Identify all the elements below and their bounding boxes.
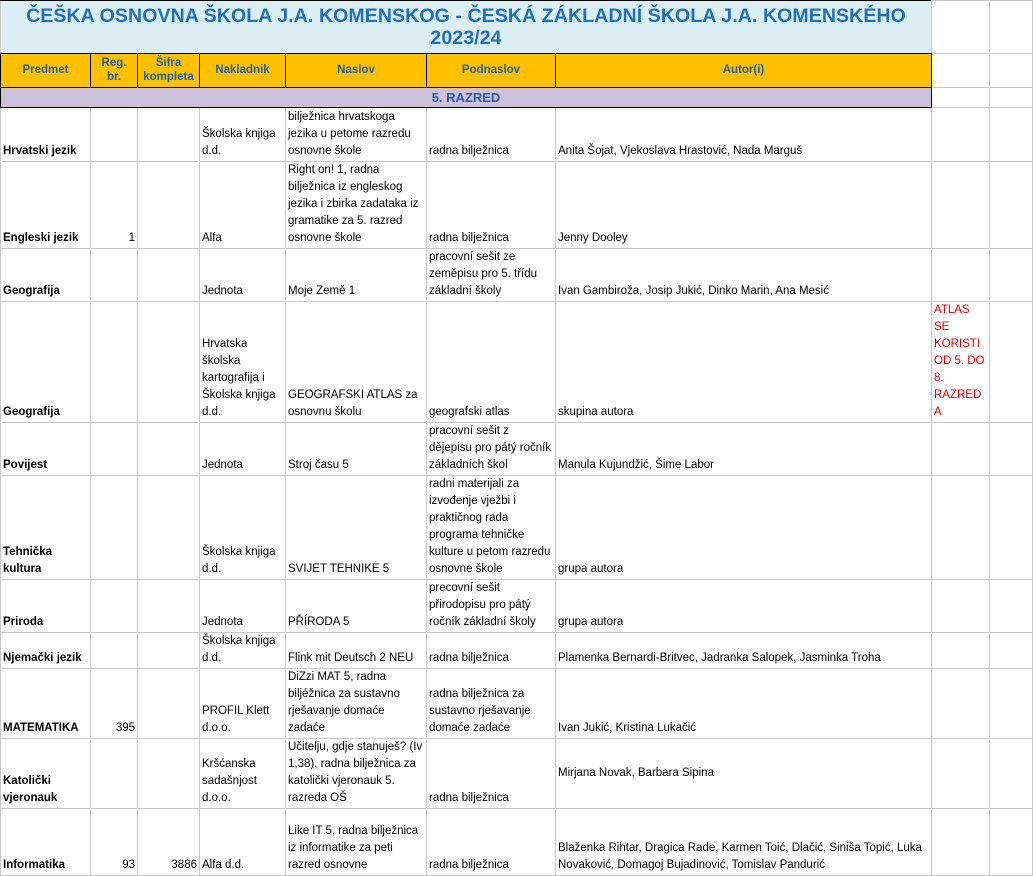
table-row xyxy=(1,476,1033,580)
grade-label[interactable]: 5. RAZRED xyxy=(1,88,932,108)
cell-reg-br[interactable] xyxy=(91,739,138,809)
cell-reg-br[interactable] xyxy=(91,633,138,669)
cell-nakladnik[interactable]: Školska knjiga d.d. xyxy=(200,633,286,669)
cell-nakladnik[interactable]: Alfa d.d. xyxy=(200,809,286,876)
cell-autori[interactable]: Ivan Gambiroža, Josip Jukić, Dinko Marin, Ana Mesić xyxy=(556,249,932,302)
empty-cell[interactable] xyxy=(990,423,1033,476)
empty-cell[interactable] xyxy=(990,88,1033,108)
table-row xyxy=(1,809,1033,876)
cell-sifra[interactable] xyxy=(138,249,200,302)
table-row xyxy=(1,739,1033,809)
empty-cell[interactable] xyxy=(990,669,1033,739)
cell-nakladnik[interactable]: Jednota xyxy=(200,580,286,633)
cell-note[interactable] xyxy=(932,669,990,739)
cell-autori[interactable]: grupa autora xyxy=(556,476,932,580)
cell-naslov[interactable]: GEOGRAFSKI ATLAS za osnovnu školu xyxy=(286,302,427,423)
table-row xyxy=(1,633,1033,669)
cell-autori[interactable]: Blaženka Rihtar, Dragica Rade, Karmen Toić, Dlačić, Siniša Topić, Luka Novaković, Domagoj Bujadinović, Tomislav Pandurić xyxy=(556,809,932,876)
empty-cell[interactable] xyxy=(990,739,1033,809)
cell-autori[interactable]: Plamenka Bernardi-Britvec, Jadranka Salopek, Jasminka Troha xyxy=(556,633,932,669)
cell-sifra[interactable] xyxy=(138,423,200,476)
header-podnaslov[interactable]: Podnaslov xyxy=(427,54,556,88)
cell-reg-br[interactable] xyxy=(91,249,138,302)
header-naslov[interactable]: Naslov xyxy=(286,54,427,88)
cell-naslov[interactable]: SVIJET TEHNIKE 5 xyxy=(286,476,427,580)
header-nakladnik[interactable]: Nakladnik xyxy=(200,54,286,88)
cell-sifra[interactable] xyxy=(138,739,200,809)
table-row xyxy=(1,423,1033,476)
cell-naslov[interactable]: Flink mit Deutsch 2 NEU xyxy=(286,633,427,669)
table-row xyxy=(1,162,1033,249)
cell-predmet[interactable]: Hrvatski jezik xyxy=(1,108,91,162)
cell-podnaslov[interactable]: radna bilježnica za sustavno rješavanje domaće zadaće xyxy=(427,669,556,739)
cell-sifra[interactable] xyxy=(138,162,200,249)
cell-nakladnik[interactable]: Školska knjiga d.d. xyxy=(200,108,286,162)
header-predmet[interactable]: Predmet xyxy=(1,54,91,88)
empty-cell[interactable] xyxy=(990,162,1033,249)
cell-note[interactable] xyxy=(932,423,990,476)
cell-autori[interactable]: Manula Kujundžić, Šime Labor xyxy=(556,423,932,476)
cell-sifra[interactable] xyxy=(138,302,200,423)
page-title[interactable]: ČEŠKA OSNOVNA ŠKOLA J.A. KOMENSKOG - ČESKÁ ZÁKLADNÍ ŠKOLA J.A. KOMENSKÉHO 2023/24 xyxy=(1,1,932,54)
cell-note[interactable] xyxy=(932,476,990,580)
table-row xyxy=(1,580,1033,633)
cell-predmet[interactable]: Engleski jezik xyxy=(1,162,91,249)
cell-note[interactable] xyxy=(932,739,990,809)
cell-sifra[interactable] xyxy=(138,108,200,162)
empty-cell[interactable] xyxy=(990,809,1033,876)
cell-naslov[interactable]: Like IT 5, radna bilježnica iz informatike za peti razred osnovne xyxy=(286,809,427,876)
cell-podnaslov[interactable]: pracovní sešit z dějepisu pro pátý ročník základních škol xyxy=(427,423,556,476)
cell-predmet[interactable]: Geografija xyxy=(1,302,91,423)
empty-cell[interactable] xyxy=(990,1,1033,54)
cell-reg-br[interactable] xyxy=(91,476,138,580)
cell-sifra[interactable]: 3886 xyxy=(138,809,200,876)
cell-note[interactable] xyxy=(932,809,990,876)
cell-podnaslov[interactable]: pracovní sešit ze zeměpisu pro 5. třídu základní školy xyxy=(427,249,556,302)
cell-reg-br[interactable]: 395 xyxy=(91,669,138,739)
empty-cell[interactable] xyxy=(932,88,990,108)
cell-nakladnik[interactable]: Hrvatska školska kartografija i Školska knjiga d.d. xyxy=(200,302,286,423)
cell-note[interactable] xyxy=(932,108,990,162)
cell-autori[interactable]: Ivan Jukić, Kristina Lukačić xyxy=(556,669,932,739)
cell-sifra[interactable] xyxy=(138,580,200,633)
cell-note[interactable]: ATLAS SE KORISTI OD 5. DO 8. RAZREDA xyxy=(932,302,990,423)
header-sifra-kompleta[interactable]: Šifra kompleta xyxy=(138,54,200,88)
empty-cell[interactable] xyxy=(990,302,1033,423)
cell-predmet[interactable]: MATEMATIKA xyxy=(1,669,91,739)
cell-nakladnik[interactable]: PROFIL Klett d.o.o. xyxy=(200,669,286,739)
cell-podnaslov[interactable]: radna bilježnica xyxy=(427,633,556,669)
cell-naslov[interactable]: DiZzi MAT 5, radna biljéžnica za sustavno rješavanje domaće zadaće xyxy=(286,669,427,739)
table-row xyxy=(1,249,1033,302)
cell-predmet[interactable]: Katolički vjeronauk xyxy=(1,739,91,809)
empty-cell[interactable] xyxy=(932,1,990,54)
header-reg-br[interactable]: Reg. br. xyxy=(91,54,138,88)
cell-reg-br[interactable] xyxy=(91,302,138,423)
empty-cell[interactable] xyxy=(990,476,1033,580)
empty-cell[interactable] xyxy=(990,633,1033,669)
cell-autori[interactable]: Mirjana Novak, Barbara Sipina xyxy=(556,739,932,809)
cell-podnaslov[interactable]: geografski atlas xyxy=(427,302,556,423)
table-row xyxy=(1,108,1033,162)
cell-predmet[interactable]: Povijest xyxy=(1,423,91,476)
cell-sifra[interactable] xyxy=(138,669,200,739)
cell-naslov[interactable]: bilježnica hrvatskoga jezika u petome razredu osnovne škole xyxy=(286,108,427,162)
cell-nakladnik[interactable]: Alfa xyxy=(200,162,286,249)
empty-cell[interactable] xyxy=(932,54,990,88)
cell-autori[interactable]: Jenny Dooley xyxy=(556,162,932,249)
cell-podnaslov[interactable]: precovní sešit přirodopisu pro pátý ročník základní školy xyxy=(427,580,556,633)
table-row xyxy=(1,302,1033,423)
empty-cell[interactable] xyxy=(990,249,1033,302)
cell-podnaslov[interactable]: radna bilježnica xyxy=(427,108,556,162)
cell-podnaslov[interactable]: radna bilježnica xyxy=(427,809,556,876)
cell-naslov[interactable]: Moje Země 1 xyxy=(286,249,427,302)
cell-naslov[interactable]: Right on! 1, radna bilježnica iz engleskog jezika i zbirka zadataka iz gramatike za 5. razred osnovne škole xyxy=(286,162,427,249)
cell-podnaslov[interactable]: radna bilježnica xyxy=(427,162,556,249)
header-autori[interactable]: Autor(i) xyxy=(556,54,932,88)
cell-predmet[interactable]: Tehnička kultura xyxy=(1,476,91,580)
empty-cell[interactable] xyxy=(990,580,1033,633)
cell-naslov[interactable]: PŘÍRODA 5 xyxy=(286,580,427,633)
table-row xyxy=(1,669,1033,739)
cell-reg-br[interactable]: 93 xyxy=(91,809,138,876)
cell-sifra[interactable] xyxy=(138,476,200,580)
cell-nakladnik[interactable]: Jednota xyxy=(200,423,286,476)
cell-note[interactable] xyxy=(932,633,990,669)
empty-cell[interactable] xyxy=(990,108,1033,162)
cell-autori[interactable]: Anita Šojat, Vjekoslava Hrastović, Nada Marguš xyxy=(556,108,932,162)
cell-note[interactable] xyxy=(932,162,990,249)
empty-cell[interactable] xyxy=(990,54,1033,88)
cell-predmet[interactable]: Geografija xyxy=(1,249,91,302)
cell-note[interactable] xyxy=(932,580,990,633)
cell-reg-br[interactable] xyxy=(91,580,138,633)
cell-nakladnik[interactable]: Jednota xyxy=(200,249,286,302)
cell-podnaslov[interactable]: radni materijali za izvođenje vježbi i praktičnog rada programa tehničke kulture u petom razredu osnovne škole xyxy=(427,476,556,580)
cell-autori[interactable]: grupa autora xyxy=(556,580,932,633)
cell-naslov[interactable]: Učitelju, gdje stanuješ? (Iv 1,38), radna bilježnica za katolički vjeronauk 5. razreda OŠ xyxy=(286,739,427,809)
cell-sifra[interactable] xyxy=(138,633,200,669)
cell-note[interactable] xyxy=(932,249,990,302)
cell-predmet[interactable]: Njemački jezik xyxy=(1,633,91,669)
cell-naslov[interactable]: Stroj času 5 xyxy=(286,423,427,476)
cell-reg-br[interactable] xyxy=(91,423,138,476)
cell-autori[interactable]: skupina autora xyxy=(556,302,932,423)
cell-nakladnik[interactable]: Kršćanska sadašnjost d.o.o. xyxy=(200,739,286,809)
cell-reg-br[interactable]: 1 xyxy=(91,162,138,249)
cell-predmet[interactable]: Informatika xyxy=(1,809,91,876)
cell-reg-br[interactable] xyxy=(91,108,138,162)
cell-predmet[interactable]: Priroda xyxy=(1,580,91,633)
cell-podnaslov[interactable]: radna bilježnica xyxy=(427,739,556,809)
cell-nakladnik[interactable]: Školska knjiga d.d. xyxy=(200,476,286,580)
